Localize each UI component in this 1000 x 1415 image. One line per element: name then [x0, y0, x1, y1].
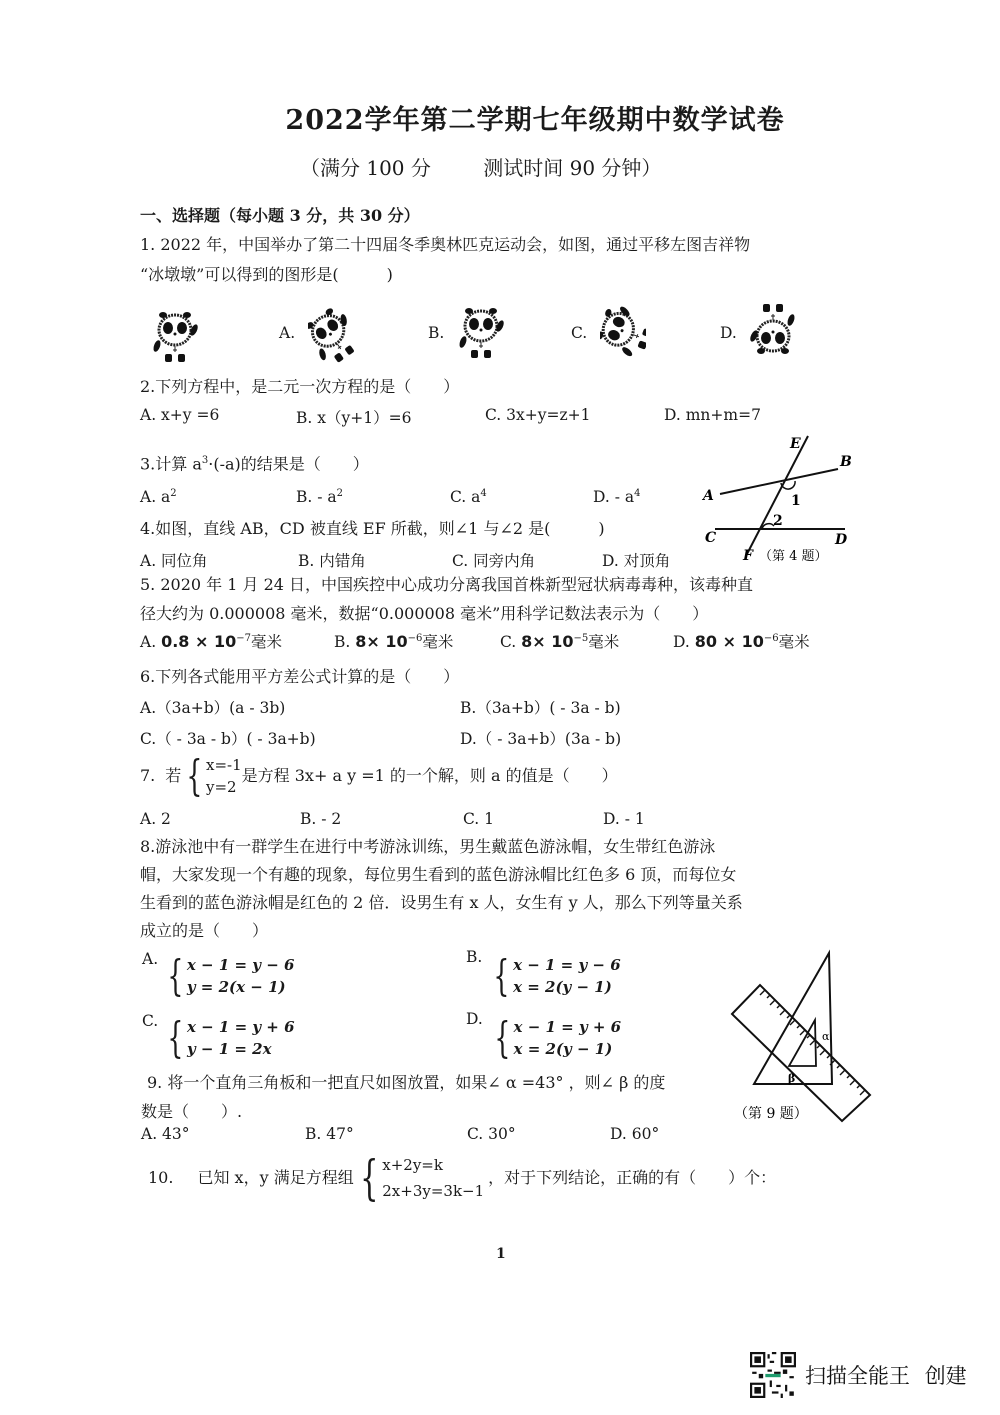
option-label: A. [140, 633, 157, 651]
brace-icon: { [186, 751, 203, 800]
equation-system [162, 1013, 295, 1062]
option-d: D.（ - 3a+b）(3a - b) [460, 730, 622, 748]
option-unit: 毫米 [422, 633, 454, 651]
question-text: 若 [165, 766, 182, 785]
question-text: 将一个直角三角板和一把直尺如图放置，如果∠ α =43° ，则∠ β 的度 [167, 1073, 666, 1092]
full-score: （满分 100 分 [300, 156, 431, 180]
exponent: 3 [201, 455, 209, 466]
question-text: 如图，直线 AB，CD 被直线 EF 所截，则∠1 与∠2 是( ) [155, 519, 605, 538]
ruler-ticks [760, 990, 865, 1095]
q9-figure [712, 938, 882, 1133]
question-8 [140, 834, 743, 944]
option-a [140, 630, 282, 652]
equation-system [489, 1013, 622, 1062]
equation-line: 2x+3y=3k−1 [382, 1182, 485, 1200]
exponent: −5 [573, 632, 589, 644]
option-unit: 毫米 [588, 633, 620, 651]
exponent: −6 [763, 632, 779, 644]
brace-icon: { [359, 1150, 379, 1206]
panda-mascot-icon [308, 306, 354, 364]
equation-line: x − 1 = y − 6 [513, 956, 621, 974]
option-label-d: D. [720, 324, 737, 342]
brace-icon: { [493, 951, 510, 1000]
option-label: D. [673, 633, 690, 651]
equation-line: x = 2(y − 1) [513, 1040, 613, 1058]
option-label: D. [466, 1010, 483, 1028]
panda-mascot-icon [750, 302, 796, 360]
option-b: B. 内错角 [298, 552, 366, 570]
brace-icon: { [167, 1013, 184, 1062]
option-b [466, 948, 621, 998]
option-text: A. a [140, 488, 171, 507]
question-text: 帽，大家发现一个有趣的现象，每位男生看到的蓝色游泳帽比红色多 6 顶，而每位女 [140, 865, 737, 884]
option-c [500, 630, 619, 652]
panda-mascot-icon [600, 302, 646, 360]
option-d [673, 630, 810, 652]
question-9 [141, 1070, 666, 1125]
question-number: 10. [148, 1168, 174, 1187]
option-c [142, 1012, 295, 1060]
equation-system [181, 751, 242, 800]
label-beta: β [788, 1072, 796, 1085]
option-label-a: A. [279, 324, 296, 342]
option-base: 0.8 × 10 [161, 632, 237, 651]
option-d: D. 对顶角 [602, 552, 671, 570]
label-e: E [790, 436, 801, 452]
question-text: 生看到的蓝色游泳帽是红色的 2 倍．设男生有 x 人，女生有 y 人，那么下列等量关系 [140, 893, 743, 912]
option-unit: 毫米 [250, 633, 282, 651]
option-b: B. x（y+1）=6 [296, 409, 412, 427]
equation-line: x − 1 = y − 6 [186, 956, 295, 974]
option-a [142, 950, 294, 998]
question-text: “冰墩墩”可以得到的图形是( ) [140, 265, 393, 284]
exam-title: 2022学年第二学期七年级期中数学试卷 [285, 105, 785, 136]
figure-caption: （第 4 题） [759, 549, 828, 564]
question-number: 5. [140, 575, 156, 594]
exponent: 4 [480, 488, 487, 499]
question-1 [140, 232, 750, 288]
option-base: 8× 10 [521, 632, 574, 651]
question-7 [140, 751, 618, 800]
option-d [593, 488, 641, 506]
q4-figure [695, 432, 860, 572]
label-angle-1: 1 [791, 493, 801, 509]
panda-mascot-icon [458, 302, 504, 360]
question-text: 是方程 3x+ a y =1 的一个解，则 a 的值是（ ） [241, 766, 618, 785]
question-number: 6. [140, 667, 156, 686]
question-text: 下列方程中，是二元一次方程的是（ ） [155, 377, 460, 396]
question-2 [140, 374, 459, 400]
option-a: A. 同位角 [140, 552, 208, 570]
question-number: 9. [147, 1073, 163, 1092]
option-b: B.（3a+b）( - 3a - b) [460, 699, 621, 717]
ruler [732, 985, 870, 1121]
label-f: F [743, 548, 753, 564]
label-angle-2: 2 [773, 513, 783, 529]
label-c: C [705, 530, 717, 546]
option-c: C. 同旁内角 [452, 552, 536, 570]
option-c: C.（ - 3a - b）( - 3a+b) [140, 730, 316, 748]
option-text: B. - a [296, 488, 337, 507]
option-label-c: C. [571, 324, 588, 342]
exponent: 4 [634, 488, 641, 499]
app-name: 扫描全能王 [805, 1364, 910, 1388]
option-c: C. 1 [463, 810, 495, 828]
label-b: B [840, 454, 852, 470]
option-b: B. 47° [305, 1125, 354, 1143]
equation-line: x=-1 [206, 756, 242, 774]
exam-subtitle [300, 152, 707, 181]
option-a: A. x+y =6 [140, 406, 220, 424]
option-label: C. [500, 633, 517, 651]
label-a: A [703, 488, 714, 504]
option-d: D. mn+m=7 [664, 406, 761, 424]
option-label: A. [142, 950, 159, 968]
equation-system [354, 1152, 484, 1204]
figure-caption: （第 9 题） [734, 1106, 808, 1122]
question-number: 3. [140, 454, 156, 474]
option-d [466, 1010, 621, 1060]
question-number: 1. [140, 235, 156, 254]
option-unit: 毫米 [778, 633, 810, 651]
watermark-action: 创建 [924, 1364, 967, 1388]
equation-system [488, 951, 621, 1000]
scanner-watermark [805, 1360, 967, 1390]
equation-line: x+2y=k [382, 1156, 443, 1174]
question-text: 2020 年 1 月 24 日，中国疾控中心成功分离我国首株新型冠状病毒毒种，该毒种直 [160, 575, 754, 594]
option-label-b: B. [428, 324, 445, 342]
option-c: C. 3x+y=z+1 [485, 406, 591, 424]
section-title: 一、选择题（每小题 3 分，共 30 分） [140, 206, 420, 225]
question-text: 游泳池中有一群学生在进行中考游泳训练，男生戴蓝色游泳帽，女生带红色游泳 [155, 837, 716, 856]
option-a [140, 488, 177, 506]
option-base: 80 × 10 [694, 632, 764, 651]
brace-icon: { [167, 951, 184, 1000]
question-3 [140, 448, 369, 477]
option-label: C. [142, 1012, 159, 1030]
option-text: D. - a [593, 488, 635, 507]
brace-icon: { [494, 1013, 511, 1062]
question-text: 已知 x，y 满足方程组 [197, 1168, 354, 1187]
question-text: 2022 年，中国举办了第二十四届冬季奥林匹克运动会，如图，通过平移左图吉祥物 [160, 235, 751, 254]
option-d: D. - 1 [603, 810, 645, 828]
panda-mascot-icon [152, 306, 198, 364]
question-number: 8. [140, 837, 156, 856]
question-text: 下列各式能用平方差公式计算的是（ ） [155, 667, 460, 686]
option-b: B. - 2 [300, 810, 342, 828]
question-text: 数是（ ）. [141, 1102, 243, 1121]
option-b [296, 488, 343, 506]
qr-code-icon [750, 1352, 796, 1398]
option-label: B. [334, 633, 351, 651]
option-a: A. 2 [140, 810, 171, 828]
question-text: 成立的是（ ） [140, 921, 269, 940]
option-text: C. a [450, 488, 481, 507]
equation-line: x − 1 = y + 6 [513, 1018, 622, 1036]
duration: 测试时间 90 分钟） [483, 156, 662, 180]
question-5 [140, 572, 753, 627]
equation-line: x − 1 = y + 6 [186, 1018, 295, 1036]
page-number: 1 [496, 1246, 506, 1262]
option-a: A. 43° [141, 1125, 190, 1143]
option-base: 8× 10 [355, 632, 408, 651]
equation-line: x = 2(y − 1) [513, 978, 612, 996]
option-c [450, 488, 487, 506]
question-text: ·(-a)的结果是（ ） [208, 454, 369, 474]
option-b [334, 630, 453, 652]
exponent: −7 [236, 632, 251, 644]
exponent: −6 [407, 632, 423, 644]
question-6 [140, 664, 459, 690]
exponent: 2 [336, 488, 344, 499]
option-a: A.（3a+b）(a - 3b) [140, 699, 286, 717]
label-alpha: α [822, 1030, 830, 1043]
option-d: D. 60° [610, 1125, 660, 1143]
option-label: B. [466, 948, 483, 966]
question-text: 计算 a [155, 454, 202, 474]
question-text: 径大约为 0.000008 毫米，数据“0.000008 毫米”用科学记数法表示为（ ） [140, 604, 709, 623]
question-number: 4. [140, 519, 156, 538]
question-4 [140, 516, 605, 542]
equation-line: y = 2(x − 1) [186, 978, 286, 996]
question-10 [148, 1152, 776, 1204]
question-number: 2. [140, 377, 156, 396]
label-d: D [835, 532, 848, 548]
equation-line: y=2 [206, 778, 237, 796]
question-text: ，对于下列结论，正确的有（ ）个： [488, 1168, 777, 1187]
equation-system [162, 951, 295, 1000]
option-c: C. 30° [467, 1125, 516, 1143]
question-number: 7. [140, 766, 156, 785]
exponent: 2 [170, 488, 177, 499]
equation-line: y − 1 = 2x [186, 1040, 272, 1058]
